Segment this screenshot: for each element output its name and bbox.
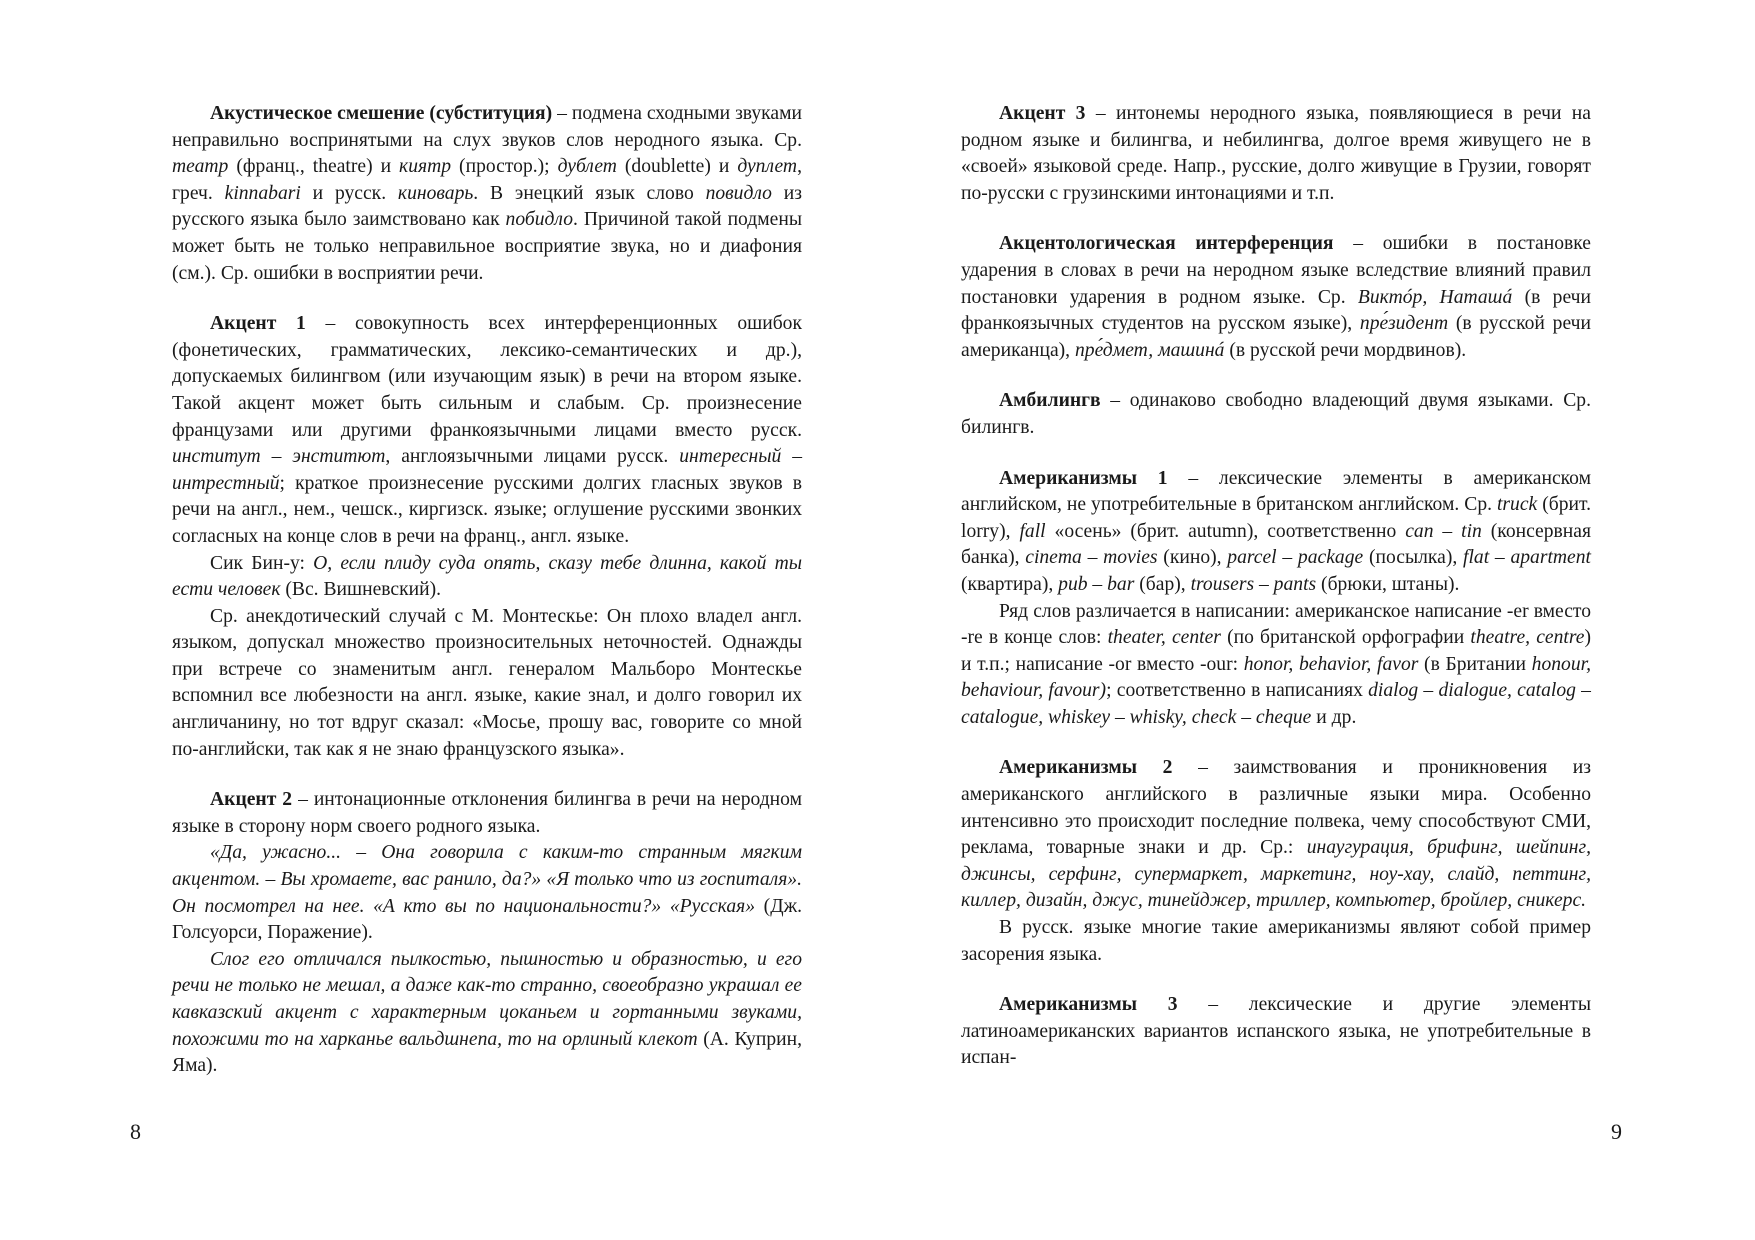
dictionary-entry <box>172 311 802 763</box>
italic-example: pub – bar <box>1058 573 1135 595</box>
entry-paragraph <box>172 840 802 946</box>
italic-example: инаугурация, брифинг, шейпинг, джинсы, серфинг, супермаркет, маркетинг, ноу-хау, слайд, петтинг, киллер, дизайн, джус, тинейджер, триллер, компьютер, бройлер, сникерс. <box>961 837 1591 912</box>
text-run: (брит. lorry), <box>961 494 1591 542</box>
italic-example: cinema – movies <box>1025 547 1158 569</box>
text-run: (А. Куприн, Яма). <box>172 1028 802 1077</box>
entry-term: Американизмы 1 <box>999 467 1168 489</box>
text-run: , англоязычными лицами русск. <box>385 446 680 468</box>
italic-example: flat – apartment <box>1463 547 1591 569</box>
italic-example: honor, behavior, favor <box>1243 653 1419 675</box>
text-run: ; краткое произнесение русскими долгих гласных звуков в речи на англ., нем., чешск., киргизск. языке; оглушение русскими звонких согласных на конце слов в речи на франц., англ. языке. <box>172 472 802 547</box>
entry-term: Американизмы 3 <box>999 994 1178 1016</box>
entry-definition <box>961 101 1591 207</box>
text-run: (по британской орфографии <box>1220 627 1471 649</box>
text-run: Ср. анекдотический случай с М. Монтескье: Он плохо владел англ. языком, допускал множество произносительных неточностей. Однажды при встрече со знаменитым англ. генералом Мальборо Монтескье вспомнил все любезности на англ. языке, какие знал, и долго говорил их англичанину, но тот вдруг сказал: «Мосье, прошу вас, говорите со мной по-английски, так как я не знаю французского языка». <box>172 605 802 760</box>
italic-example: институт – энститют <box>172 446 386 468</box>
text-run: «осень» (брит. autumn), соответственно <box>1045 520 1406 542</box>
entry-definition <box>961 466 1591 599</box>
italic-example: интересный – интрестный <box>172 446 802 494</box>
text-run: и др. <box>1311 706 1357 728</box>
italic-example: kinnabari <box>224 182 301 204</box>
text-run: (в русской речи мордвинов). <box>1224 339 1467 361</box>
italic-example: театр <box>172 156 229 178</box>
italic-example: дублет <box>557 156 617 178</box>
italic-example: truck <box>1496 494 1538 516</box>
text-run: (простор.); <box>451 156 558 178</box>
text-run: (в Британии <box>1418 653 1532 675</box>
italic-example: dialog – dialogue, catalog – catalogue, whiskey – whisky, check – cheque <box>961 680 1591 728</box>
italic-example: fall <box>1019 520 1046 542</box>
text-run: (в русской речи американца), <box>961 313 1591 361</box>
entry-definition <box>961 755 1591 915</box>
text-run: (Вс. Вишневский). <box>280 579 442 601</box>
text-run: из русского языка было заимствовано как <box>172 182 802 231</box>
entry-definition <box>961 992 1591 1072</box>
italic-example: Слог его отличался пылкостью, пышностью и образностью, и его речи не только не мешал, а даже как-то странно, своеобразно украшал ее кавказский акцент с характерным цоканьем и гортанными звуками, похожими то на харканье вальдшнепа, то на орлиный клекот <box>172 948 802 1050</box>
text-run: (Дж. Голсуорси, Поражение). <box>172 895 802 944</box>
text-run: (в речи франкоязычных студентов на русском языке), <box>961 286 1592 335</box>
text-run: (франц., theatre) и <box>228 156 400 178</box>
dictionary-entry <box>172 101 802 287</box>
text-run: – одинаково свободно владеющий двумя языками. Ср. билингв. <box>961 390 1591 438</box>
entry-definition <box>961 231 1591 364</box>
text-run: В русск. языке многие такие американизмы являют собой пример засорения языка. <box>961 917 1591 965</box>
text-run: (посылка), <box>1363 547 1464 569</box>
right-page-number: 9 <box>1611 1119 1622 1144</box>
text-run: (кино), <box>1157 547 1228 569</box>
right-page <box>961 101 1591 1096</box>
text-run: . Причиной такой подмены может быть не только неправильное восприятие звука, но и диафония (см.). Ср. ошибки в восприятии речи. <box>172 209 802 284</box>
text-run: . В энецкий язык слово <box>473 182 706 204</box>
italic-example: honour, behaviour, favour) <box>961 653 1591 702</box>
entry-paragraph <box>172 551 802 604</box>
italic-example: киноварь <box>397 182 474 204</box>
text-run: (doublette) и <box>616 156 738 178</box>
entry-paragraph <box>172 604 802 764</box>
text-run: – лексические элементы в американском английском, не употребительные в британском английском. Ср. <box>961 467 1592 516</box>
text-run: (консервная банка), <box>961 520 1591 569</box>
italic-example: пре́зидент <box>1359 313 1449 335</box>
entry-term: Американизмы 2 <box>999 757 1173 779</box>
text-run: ; соответственно в написаниях <box>1106 680 1369 702</box>
entry-term: Акцент 2 <box>210 789 293 811</box>
left-page-number: 8 <box>130 1119 141 1144</box>
dictionary-entry <box>961 231 1591 364</box>
entry-definition <box>172 787 802 840</box>
entry-definition <box>172 101 802 287</box>
italic-example: can – tin <box>1405 520 1482 542</box>
entry-paragraph <box>961 915 1591 968</box>
dictionary-entry <box>961 466 1591 732</box>
dictionary-entry <box>961 755 1591 968</box>
text-run: – ошибки в постановке ударения в словах в речи на неродном языке вследствие влияний правил постановки ударения в родном языке. Ср. <box>961 233 1591 308</box>
entry-definition <box>961 388 1591 441</box>
text-run: – подмена сходными звуками неправильно воспринятыми на слух звуков слов неродного языка. Ср. <box>172 103 802 151</box>
text-run: ) и т.п.; написание -or вместо -our: <box>961 627 1591 675</box>
text-run: – заимствования и проникновения из американского английского в различные языки мира. Особенно интенсивно это происходит последние полвека, чему способствуют СМИ, реклама, товарные знаки и др. Ср.: <box>961 757 1592 859</box>
left-page <box>172 101 802 1104</box>
text-run: (квартира), <box>961 573 1059 595</box>
italic-example: пре́дмет, машинá <box>1074 339 1225 361</box>
dictionary-entry <box>961 992 1591 1072</box>
entry-term: Акцент 3 <box>999 103 1086 124</box>
text-run: и русск. <box>300 182 398 204</box>
entry-paragraph <box>961 599 1591 732</box>
italic-example: theatre, centre <box>1470 627 1585 649</box>
italic-example: «Да, ужасно... – Она говорила с каким-то странным мягким акцентом. – Вы хромаете, вас ранило, да?» «Я только что из госпиталя». Он посмотрел на нее. «А кто вы по национальности?» «Русская» <box>172 842 802 917</box>
text-run: (бар), <box>1134 573 1191 595</box>
entry-paragraph <box>172 947 802 1080</box>
entry-term: Акустическое смешение (субституция) <box>210 103 553 124</box>
italic-example: theater, center <box>1107 627 1221 649</box>
text-run: Сик Бин-у: <box>210 552 314 574</box>
dictionary-entry <box>961 101 1591 207</box>
text-run: – совокупность всех интерференционных ошибок (фонетических, грамматических, лексико-семантических и др.), допускаемых билингвом (или изучающим язык) в речи на втором языке. Такой акцент может быть сильным и слабым. Ср. произнесение французами или другими франкоязычными лицами вместо русск. <box>172 313 802 441</box>
text-run: (брюки, штаны). <box>1316 573 1460 595</box>
text-run: – интонемы неродного языка, появляющиеся в речи на родном языке и билингва, и небилингва, долгое время живущего не в «своей» языковой среде. Напр., русские, долго живущие в Грузии, говорят по-русски с грузинскими интонациями и т.п. <box>961 103 1591 204</box>
italic-example: киятр <box>399 156 452 178</box>
italic-example: parcel – package <box>1227 547 1364 569</box>
entry-term: Амбилингв <box>999 390 1101 412</box>
text-run: – лексические и другие элементы латиноамериканских вариантов испанского языка, не употребительные в испан- <box>961 994 1591 1069</box>
italic-example: дуплет <box>737 156 798 178</box>
italic-example: Виктóр, Наташá <box>1357 286 1513 308</box>
text-run: Ряд слов различается в написании: американское написание -er вместо -re в конце слов: <box>961 600 1591 649</box>
italic-example: О, если плиду суда опять, сказу тебе длинна, какой ты ести человек <box>172 552 802 601</box>
text-run: , греч. <box>172 156 802 204</box>
text-run: – интонационные отклонения билингва в речи на неродном языке в сторону норм своего родного языка. <box>172 789 802 837</box>
entry-term: Акцент 1 <box>210 313 306 335</box>
dictionary-entry <box>961 388 1591 441</box>
italic-example: побидло <box>505 209 574 231</box>
dictionary-entry <box>172 787 802 1080</box>
italic-example: trousers – pants <box>1190 573 1317 595</box>
entry-definition <box>172 311 802 550</box>
italic-example: повидло <box>705 182 772 204</box>
entry-term: Акцентологическая интерференция <box>999 233 1334 255</box>
